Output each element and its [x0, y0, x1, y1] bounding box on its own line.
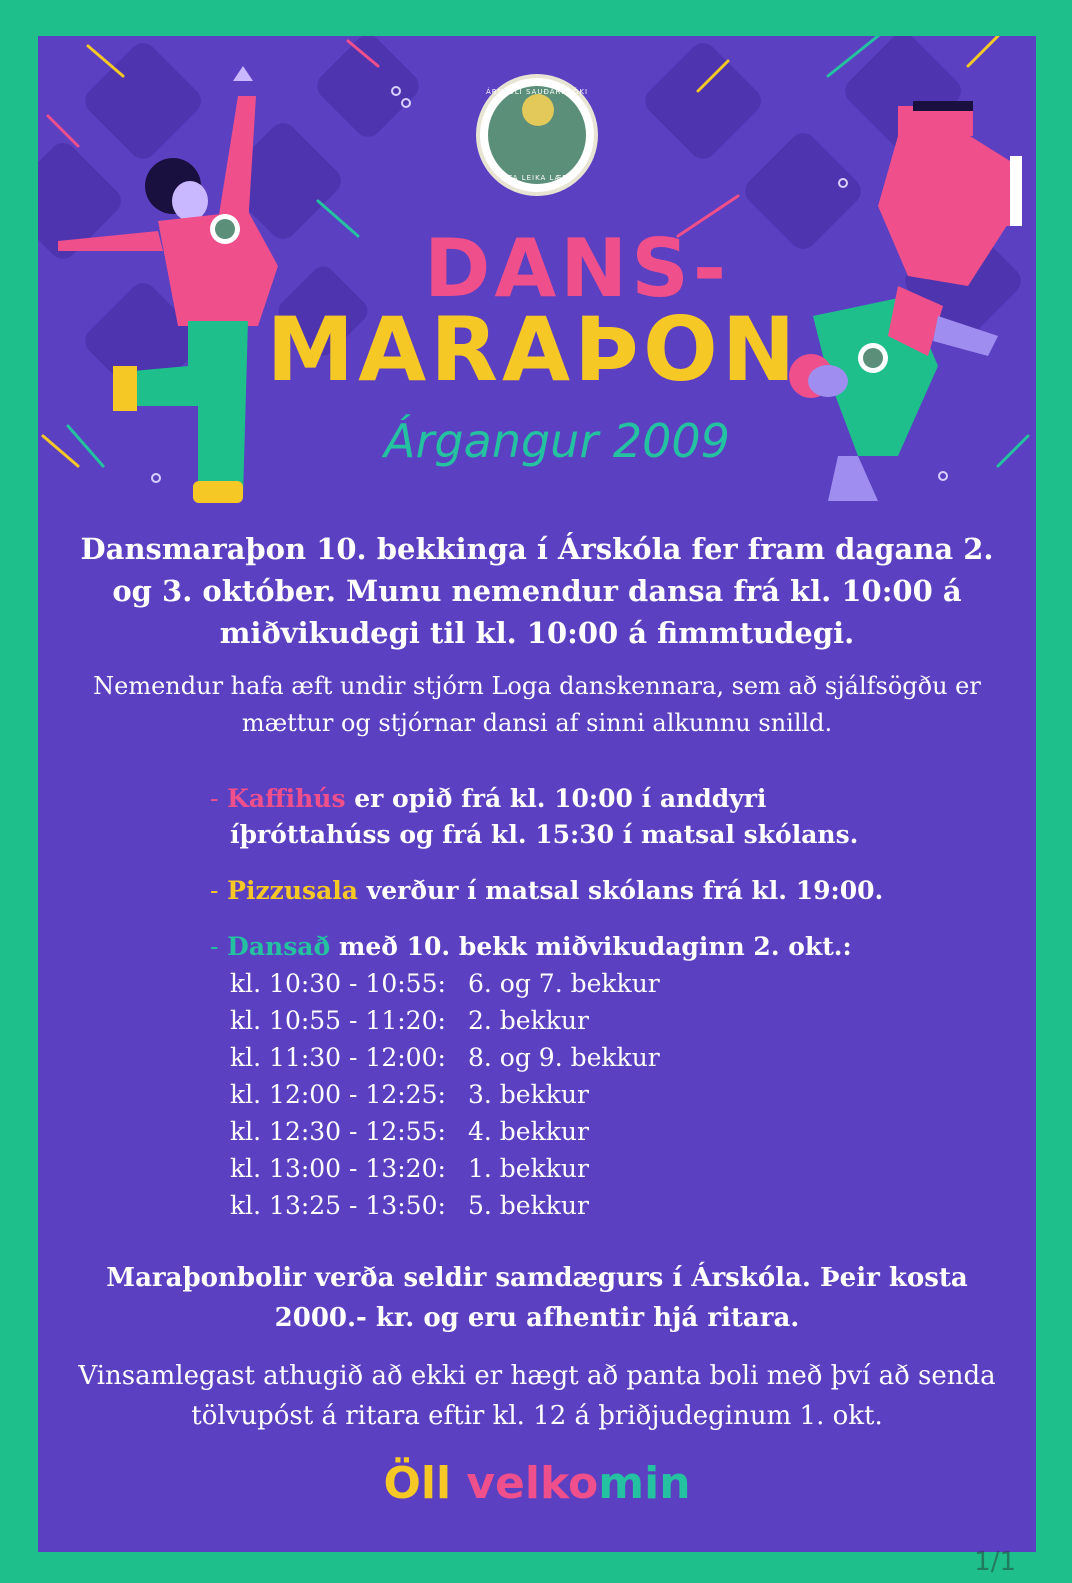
schedule-time: kl. 12:00 - 12:25: [230, 1080, 446, 1109]
dance-schedule [210, 965, 970, 1224]
schedule-row [230, 1002, 970, 1039]
schedule-time: kl. 13:25 - 13:50: [230, 1191, 446, 1220]
bullet-dash: - [210, 784, 219, 813]
schedule-group: 1. bekkur [468, 1154, 589, 1183]
teacher-paragraph: Nemendur hafa æft undir stjórn Loga danskennara, sem að sjálfsögðu er mættur og stjórnar dansi af sinni alkunnu snilld. [93, 672, 981, 737]
poster [38, 36, 1036, 1552]
schedule-row [230, 1039, 970, 1076]
schedule-group: 4. bekkur [468, 1117, 589, 1146]
schedule-time: kl. 10:55 - 11:20: [230, 1006, 446, 1035]
schedule-time: kl. 11:30 - 12:00: [230, 1043, 446, 1072]
schedule-time: kl. 10:30 - 10:55: [230, 969, 446, 998]
bullet-dash: - [210, 932, 219, 961]
kaffi-label: Kaffihús [227, 784, 346, 813]
welcome-text [38, 1458, 1036, 1509]
logo-bottom-text: LIFA LEIKA LÆRA [500, 174, 574, 182]
schedule-time: kl. 13:00 - 13:20: [230, 1154, 446, 1183]
kaffi-text: er opið frá kl. 10:00 í anddyri [354, 784, 767, 813]
schedule-group: 5. bekkur [468, 1191, 589, 1220]
intro-paragraph: Dansmaraþon 10. bekkinga í Árskóla fer fram dagana 2. og 3. október. Munu nemendur dansa frá kl. 10:00 á miðvikudegi til kl. 10:00 á fimmtudegi. [80, 532, 994, 650]
schedule-time: kl. 12:30 - 12:55: [230, 1117, 446, 1146]
schedule-row [230, 1076, 970, 1113]
schedule-row [230, 1187, 970, 1224]
page-indicator: 1/1 [974, 1547, 1016, 1577]
kaffi-text-2: íþróttahúss og frá kl. 15:30 í matsal skólans. [230, 820, 859, 849]
shirt-sales-note: Maraþonbolir verða seldir samdægurs í Árskóla. Þeir kosta 2000.- kr. og eru afhentir hjá ritara. [106, 1263, 968, 1333]
schedule-group: 6. og 7. bekkur [468, 969, 660, 998]
logo-top-text: ÁRSKÓLI SAUÐÁRKRÓKI [485, 88, 589, 96]
pizza-label: Pizzusala [227, 876, 359, 905]
school-logo [476, 74, 598, 196]
dansad-label: Dansað [227, 932, 331, 961]
schedule-row [230, 965, 970, 1002]
list-item-dansad [210, 929, 970, 965]
list-item-pizza [210, 873, 970, 909]
bullet-dash: - [210, 876, 219, 905]
welcome-part-3: min [598, 1458, 691, 1509]
sun-icon [522, 94, 554, 126]
pizza-text: verður í matsal skólans frá kl. 19:00. [366, 876, 884, 905]
title-line-1: DANS- [423, 222, 731, 315]
welcome-part-1: Öll [383, 1458, 467, 1509]
schedule-group: 3. bekkur [468, 1080, 589, 1109]
list-item-kaffi [210, 781, 970, 853]
schedule-row [230, 1113, 970, 1150]
title-line-2: MARAÞON [266, 298, 800, 401]
dansad-text: með 10. bekk miðvikudaginn 2. okt.: [338, 932, 852, 961]
schedule-group: 8. og 9. bekkur [468, 1043, 660, 1072]
email-order-note: Vinsamlegast athugið að ekki er hægt að panta boli með því að senda tölvupóst á ritara eftir kl. 12 á þriðjudeginum 1. okt. [78, 1361, 996, 1431]
welcome-part-2: velko [466, 1458, 599, 1509]
schedule-group: 2. bekkur [468, 1006, 589, 1035]
subtitle: Árgangur 2009 [384, 414, 730, 468]
event-list [210, 781, 970, 1224]
schedule-row [230, 1150, 970, 1187]
